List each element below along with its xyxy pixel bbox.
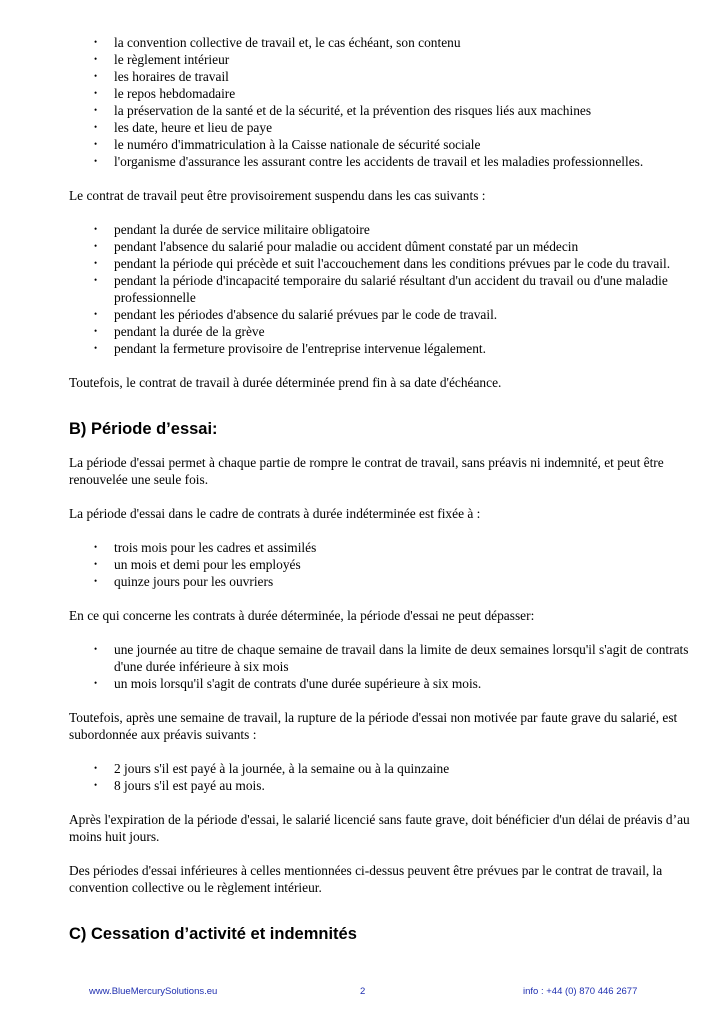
list-item: • pendant la durée de la grève bbox=[94, 324, 265, 339]
list-item: • 2 jours s'il est payé à la journée, à la semaine ou à la quinzaine bbox=[94, 761, 450, 776]
bullet-icon: • bbox=[94, 343, 98, 353]
suspension-list bbox=[69, 221, 709, 357]
list-item: • le repos hebdomadaire bbox=[94, 86, 236, 101]
list-item: • pendant la durée de service militaire obligatoire bbox=[94, 222, 370, 237]
preavis-list bbox=[69, 760, 709, 794]
bullet-icon: • bbox=[94, 224, 98, 234]
list-item: • quinze jours pour les ouvriers bbox=[94, 574, 274, 589]
bullet-icon: • bbox=[94, 258, 98, 268]
list-item: • 8 jours s'il est payé au mois. bbox=[94, 778, 265, 793]
bullet-icon: • bbox=[94, 37, 98, 47]
paragraph-cdi: La période d'essai dans le cadre de contrats à durée indéterminée est fixée à : bbox=[69, 506, 481, 521]
bullet-icon: • bbox=[94, 309, 98, 319]
list-item: • un mois et demi pour les employés bbox=[94, 557, 301, 572]
bullet-icon: • bbox=[94, 763, 98, 773]
cdi-duration-list bbox=[69, 539, 709, 590]
list-item: • le règlement intérieur bbox=[94, 52, 230, 67]
bullet-icon: • bbox=[94, 326, 98, 336]
heading-cessation: C) Cessation d’activité et indemnités bbox=[69, 925, 357, 943]
bullet-icon: • bbox=[94, 105, 98, 115]
paragraph-rupture: Toutefois, après une semaine de travail, la rupture de la période d'essai non motivée par faute grave du salarié, est subordonnée aux préavis suivants : bbox=[69, 710, 678, 742]
bullet-icon: • bbox=[94, 542, 98, 552]
bullet-icon: • bbox=[94, 275, 98, 285]
bullet-icon: • bbox=[94, 241, 98, 251]
bullet-icon: • bbox=[94, 644, 98, 654]
bullet-icon: • bbox=[94, 780, 98, 790]
list-item: • pendant la période qui précède et suit l'accouchement dans les conditions prévues par le code du travail. bbox=[94, 256, 671, 271]
cdd-duration-list bbox=[69, 641, 709, 692]
list-item: • une journée au titre de chaque semaine de travail dans la limite de deux semaines lorsqu'il s'agit de contrats d'une durée inférieure à six mois bbox=[94, 642, 689, 674]
list-item: • pendant la période d'incapacité temporaire du salarié résultant d'un accident du travail ou d'une maladie professionnelle bbox=[94, 273, 668, 305]
bullet-icon: • bbox=[94, 559, 98, 569]
paragraph-cdd-end: Toutefois, le contrat de travail à durée déterminée prend fin à sa date d'échéance. bbox=[69, 375, 502, 390]
list-item: • la préservation de la santé et de la sécurité, et la prévention des risques liés aux machines bbox=[94, 103, 592, 118]
list-item: • pendant les périodes d'absence du salarié prévues par le code de travail. bbox=[94, 307, 498, 322]
contract-info-list bbox=[69, 34, 709, 170]
list-item: • le numéro d'immatriculation à la Caisse nationale de sécurité sociale bbox=[94, 137, 481, 152]
list-item: • un mois lorsqu'il s'agit de contrats d'une durée supérieure à six mois. bbox=[94, 676, 482, 691]
bullet-icon: • bbox=[94, 678, 98, 688]
paragraph-suspension: Le contrat de travail peut être provisoirement suspendu dans les cas suivants : bbox=[69, 188, 486, 203]
list-item: • pendant la fermeture provisoire de l'entreprise intervenue légalement. bbox=[94, 341, 486, 356]
list-item: • l'organisme d'assurance les assurant contre les accidents de travail et les maladies professionnelles. bbox=[94, 154, 644, 169]
list-item: • pendant l'absence du salarié pour maladie ou accident dûment constaté par un médecin bbox=[94, 239, 579, 254]
footer-page-number: 2 bbox=[360, 986, 366, 997]
heading-periode-essai: B) Période d’essai: bbox=[69, 420, 218, 438]
paragraph-inferieures: Des périodes d'essai inférieures à celles mentionnées ci-dessus peuvent être prévues par le contrat de travail, la convention collective ou le règlement intérieur. bbox=[69, 863, 663, 895]
bullet-icon: • bbox=[94, 139, 98, 149]
paragraph-essai: La période d'essai permet à chaque partie de rompre le contrat de travail, sans préavis ni indemnité, et peut être renouvelée une seule fois. bbox=[69, 455, 664, 487]
bullet-icon: • bbox=[94, 71, 98, 81]
bullet-icon: • bbox=[94, 156, 98, 166]
paragraph-cdd: En ce qui concerne les contrats à durée déterminée, la période d'essai ne peut dépasser: bbox=[69, 608, 535, 623]
paragraph-expiration: Après l'expiration de la période d'essai, le salarié licencié sans faute grave, doit bénéficier d'un délai de préavis d’au moins huit jours. bbox=[69, 812, 690, 844]
list-item: • la convention collective de travail et, le cas échéant, son contenu bbox=[94, 35, 461, 50]
list-item: • les horaires de travail bbox=[94, 69, 229, 84]
bullet-icon: • bbox=[94, 54, 98, 64]
footer-contact: info : +44 (0) 870 446 2677 bbox=[523, 986, 638, 997]
bullet-icon: • bbox=[94, 88, 98, 98]
list-item: • les date, heure et lieu de paye bbox=[94, 120, 273, 135]
bullet-icon: • bbox=[94, 576, 98, 586]
footer-website-link[interactable]: www.BlueMercurySolutions.eu bbox=[89, 986, 218, 997]
list-item: • trois mois pour les cadres et assimilés bbox=[94, 540, 317, 555]
bullet-icon: • bbox=[94, 122, 98, 132]
page-content bbox=[69, 34, 709, 944]
